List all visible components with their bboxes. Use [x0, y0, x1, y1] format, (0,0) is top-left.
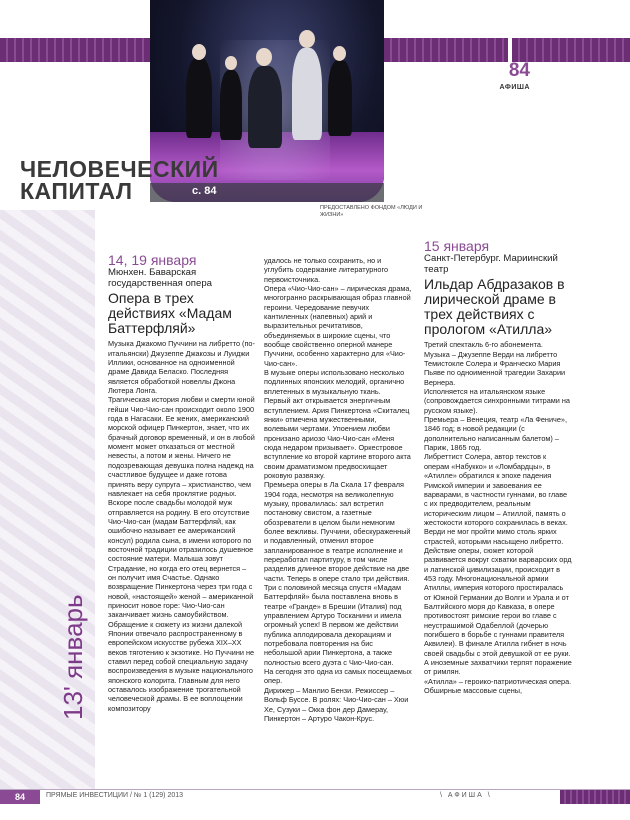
footer-decorative-bar	[560, 790, 630, 804]
article-paragraph: Премьера – Венеция, театр «Ла Фениче», 1846 год; в новой редакции (с дополнительно написанным балетом) – Париж, 1865 год.	[424, 415, 567, 453]
article-venue: Санкт-Петербург. Мариинский театр	[424, 253, 558, 276]
footer-section-name: \ АФИША \	[440, 792, 492, 799]
article-paragraph: удалось не только сохранить, но и углубить содержание литературного первоисточника.	[264, 256, 389, 284]
article-paragraph: Действие оперы, сюжет которой развивается вокруг схватки варварских орд и латинской цивилизации, происходит в 453 году. Многонациональной армии Атиллы, империя которого простиралась от Южной Германии до Волги и Урала и от Балтийского моря до Кавказа, в опере противостоят римские герои во главе с неустрашимой Одабеллой (дочерью погибшего в борьбе с гуннами правителя Аквилеи). В финале Атилла гибнет в ночь своей свадьбы с этой девушкой от ее руки. А иноземные захватчики терпят поражение от римлян.	[424, 545, 572, 677]
article-paragraph: «Атилла» – героико-патриотическая опера. Обширные массовые сцены,	[424, 676, 572, 696]
article-paragraph: В музыке оперы использовано несколько подлинных японских мелодий, органично вплетенных в музыкальную ткань.	[264, 368, 405, 396]
section-marker	[508, 26, 512, 64]
month-label: 13' январь	[58, 594, 88, 720]
article-title: Ильдар Абдразаков в лирической драме в трех действиях с прологом «Атилла»	[424, 276, 565, 338]
article-date: 15 января	[424, 238, 490, 254]
article-date: 14, 19 января	[108, 252, 197, 268]
section-title-line1: ЧЕЛОВЕЧЕСКИЙ	[20, 156, 219, 182]
article-paragraph: Либреттист Солера, автор текстов к операм «Набукко» и «Ломбардцы», в «Атилле» обратился к эпохе падения Римской империи и завоевания ее варварами, в частности гуннами, во главе с их предводителем, реальным историческим лицом – Атиллой, память о жестокости которого сохранилась в веках. Верди не мог пройти мимо столь ярких страстей, которыми насыщено либретто.	[424, 452, 568, 546]
article-paragraph: Первый акт открывается энергичным вступлением. Ария Пинкертона «Скиталец янки» отмечена мужественными, волевыми чертами. Упоением любви пронизано ариозо Чио-Чио-сан «Меня сюда недаром призывает». Оркестровое вступление ко второй картине второго акта своим драматизмом предвосхищает роковую развязку.	[264, 396, 411, 480]
article-paragraph: Премьера оперы в Ла Скала 17 февраля 1904 года, несмотря на великолепную музыку, провалилась: зал встретил постановку свистом, а газетные обозреватели в целом были немногим более вежливы. Пуччини, обескураженный и подавленный, отменил второе запланированное в театре исполнение и переработал партитуру, в том числе разделив длинное второе действие на две части. Теперь в опере стало три действия. Три с половиной месяца спустя «Мадам Баттерфляй» была поставлена вновь в театре «Гранде» в Брешии (Италия) под управлением Артуро Тосканини и имела огромный успех! В первом же действии публика аплодировала декорациям и потребовала повторения на бис небольшой арии Пинкертона, а также полностью всего дуэта с Чио-Чио-сан.	[264, 480, 411, 667]
article-title: Опера в трех действиях «Мадам Баттерфляй»	[108, 290, 232, 337]
article-munich-continued	[264, 256, 412, 723]
article-paragraph: На сегодня это одна из самых посещаемых опер.	[264, 667, 412, 686]
page-reference: с. 84	[192, 185, 217, 197]
sidebar-label: АФИША	[499, 84, 530, 91]
article-paragraph: Исполняется на итальянском языке (сопровождается синхронными титрами на русском языке).	[424, 387, 570, 415]
section-title-line2: КАПИТАЛ	[20, 178, 133, 204]
article-munich	[108, 252, 256, 713]
page-number: 84	[14, 792, 25, 802]
sidebar-page-number: 84	[508, 60, 530, 81]
photo-credit: ПРЕДОСТАВЛЕНО ФОНДОМ «ЛЮДИ И ЖИЗНИ»	[320, 205, 423, 218]
article-paragraph: Музыка – Джузеппе Верди на либретто Темистокле Солера и Франческо Мария Пьяве по одноименной трагедии Захарии Вернера.	[424, 349, 566, 387]
article-st-petersburg	[424, 238, 572, 696]
article-paragraph: Обращение к сюжету из жизни далекой Японии отвечало распространенному в европейском искусстве рубежа XIX–XX веков тяготению к экзотике. Но Пуччини не ставил перед собой специальную задачу воспроизведения в музыке национального японского колорита. Главным для него оставалось изображение трогательной человеческой драмы. В ее воплощении композитору	[108, 619, 255, 713]
article-paragraph: Музыка Джакомо Пуччини на либретто (по-итальянски) Джузеппе Джакозы и Луиджи Иллики, основанное на одноименной драме Давида Беласко. Последняя является обработкой новеллы Джона Лютера Лонга.	[108, 339, 255, 396]
section-title	[20, 158, 260, 202]
article-paragraph: Трагическая история любви и смерти юной гейши Чио-Чио-сан происходит около 1900 года в Нагасаки. Ее жених, американский морской офицер Пинкертон, знает, что их брачный договор временный, и он в любой момент может отказаться от местной невесты, а потом и жены. Ничего не подозревающая девушка полна надежд на счастливое будущее и даже готова принять веру супруга – христианство, чем навлекает на себя проклятие родных. Вскоре после свадьбы молодой муж отправляется на родину. В его отсутствие Чио-Чио-сан (мадам Баттерфляй, как ошибочно называет ее американский консул) родила сына, в имени которого по восточной традиции отразилось душевное состояние матери. Малыша зовут Страдание, но когда его отец вернется – он получит имя Счастье. Однако возвращение Пинкертона через три года с новой, «настоящей» женой – американной приносит новое горе: Чио-Чио-сан заканчивает жизнь самоубийством.	[108, 395, 255, 620]
article-paragraph: Опера «Чио-Чио-сан» – лирическая драма, многогранно раскрывающая образ главной героини. Чередование певучих кантиленных (напевных) арий и выразительных речитативов, объединяемых в широкие сцены, что вообще свойственно оперной манере Пуччини, особенно характерно для «Чио-Чио-сан».	[264, 284, 412, 368]
article-paragraph: Третий спектакль 6-го абонемента.	[424, 340, 543, 350]
article-venue: Мюнхен. Баварская государственная опера	[108, 267, 213, 290]
publication-name: ПРЯМЫЕ ИНВЕСТИЦИИ / № 1 (129) 2013	[46, 792, 184, 799]
article-paragraph: Дирижер – Манлио Бензи. Режиссер – Вольф Буссе. В ролях: Чио-Чио-сан – Хюи Хе, Сузуки – Окка фон дер Дамерау, Пинкертон – Артуро Чакон-Крус.	[264, 685, 409, 723]
footer-rule	[0, 789, 630, 790]
